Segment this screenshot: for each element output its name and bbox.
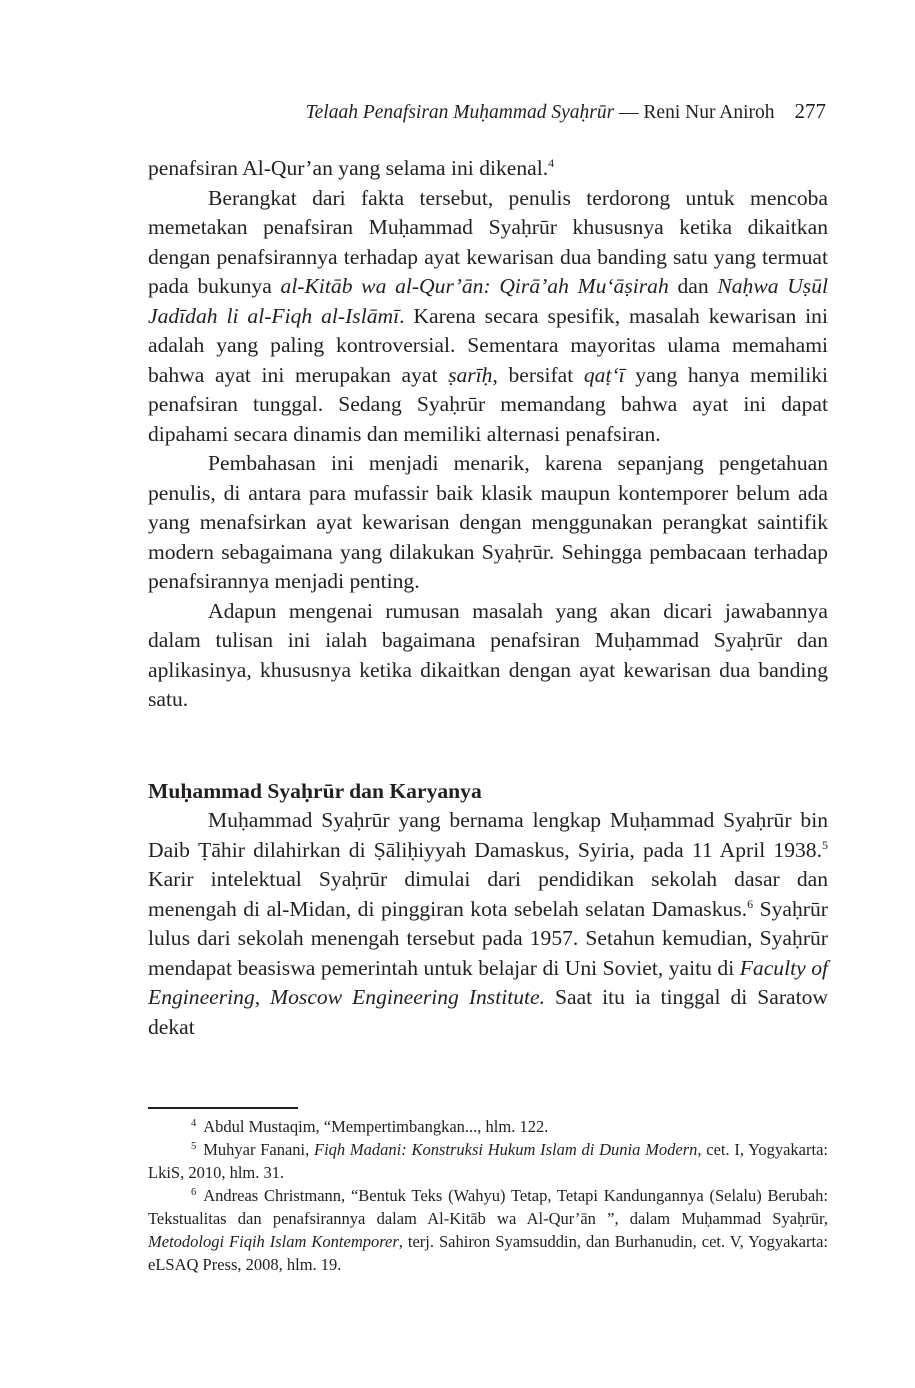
book-title-al-kitab: al-Kitāb wa al-Qur’ān: Qirā’ah Mu‘āṣirah [280, 274, 669, 298]
p5-text-a: Muḥammad Syaḥrūr yang bernama lengkap Muḥammad Syaḥrūr bin Daib Ṭāhir dilahirkan di Ṣāliḥiyyah Damaskus, Syiria, pada 11 April 1938. [148, 808, 828, 862]
p5-text-e: Saat itu ia tinggal di Saratow dekat [148, 985, 828, 1039]
footnote-text: Abdul Mustaqim, “Mempertimbangkan..., hlm. 122. [203, 1117, 549, 1136]
p2-text-c: dan [668, 274, 718, 298]
term-sarih: ṣarīḥ [448, 362, 493, 387]
page-number: 277 [794, 99, 826, 123]
paragraph-4: Adapun mengenai rumusan masalah yang akan dicari jawabannya dalam tulisan ini ialah bagaimana penafsiran Muḥammad Syaḥrūr dan aplikasinya, khususnya ketika dikaitkan dengan ayat kewarisan dua banding satu. [148, 598, 828, 711]
p2-text-i: yang hanya memiliki penafsiran tunggal. Sedang Syaḥrūr memandang bahwa ayat ini dapat dipahami secara dinamis dan memiliki alternasi penafsiran. [148, 362, 828, 446]
institution-name: Faculty of Engineering, Moscow Engineering Institute. [148, 955, 828, 1009]
footnote-divider [148, 1107, 298, 1109]
footnote-text: Andreas Christmann, “Bentuk Teks (Wahyu) Tetap, Tetapi Kandungannya (Selalu) Berubah: Tekstualitas dan penafsirannya dalam Al-Kitāb wa Al-Qur’ān ”, dalam Muḥammad Syaḥrūr, [148, 1186, 828, 1228]
footnote-6 [148, 1184, 828, 1276]
main-text [148, 154, 828, 1042]
p2-text-a: Berangkat dari fakta tersebut, penulis terdorong untuk mencoba memetakan penafsiran Muḥammad Syaḥrūr khususnya ketika dikaitkan dengan penafsirannya terhadap ayat kewarisan dua banding satu yang termuat pada bukunya [148, 185, 828, 298]
footnote-ref-6: 6 [747, 896, 754, 911]
footnote-text: , terj. Sahiron Syamsuddin, dan Burhanudin, cet. V, Yogyakarta: eLSAQ Press, 2008, hlm. 19. [148, 1232, 828, 1274]
paragraph-5 [148, 806, 828, 1042]
paragraph-2 [148, 184, 828, 450]
p2-text-g: , bersifat [492, 362, 584, 387]
running-header [306, 96, 826, 128]
footnote-book-title: Metodologi Fiqih Islam Kontemporer [148, 1232, 399, 1251]
paragraph-1 [148, 154, 828, 184]
paragraph-1-text: penafsiran Al-Qur’an yang selama ini dikenal. [148, 156, 549, 180]
paragraph-3: Pembahasan ini menjadi menarik, karena sepanjang pengetahuan penulis, di antara para mufassir baik klasik maupun kontemporer belum ada yang menafsirkan ayat kewarisan dengan menggunakan perangkat saintifik modern sebagaimana yang dilakukan Syaḥrūr. Sehingga pembacaan terhadap penafsirannya menjadi penting. [148, 451, 828, 593]
footnote-book-title: Fiqh Madani: Konstruksi Hukum Islam di Dunia Modern [314, 1140, 698, 1159]
book-title-nahwa: Naḥwa Uṣūl Jadīdah li al-Fiqh al-Islāmī [148, 274, 829, 328]
footnote-ref-5: 5 [822, 837, 828, 852]
footnote-number: 6 [191, 1187, 197, 1198]
footnote-ref-4: 4 [548, 156, 555, 170]
footnotes [148, 1107, 828, 1276]
header-title: Telaah Penafsiran Muḥammad Syaḥrūr [305, 102, 615, 123]
footnote-text: Muhyar Fanani, [203, 1140, 315, 1159]
footnote-4 [148, 1115, 828, 1138]
p5-text-c: Syaḥrūr lulus dari sekolah menengah tersebut pada 1957. Setahun kemudian, Syaḥrūr mendapat beasiswa pemerintah untuk belajar di Uni Soviet, yaitu di [148, 896, 828, 980]
p2-text-e: . Karena secara spesifik, masalah kewarisan ini adalah yang paling kontroversial. Sementara mayoritas ulama memahami bahwa ayat ini merupakan ayat [148, 303, 828, 387]
footnote-text: , cet. I, Yogyakarta: LkiS, 2010, hlm. 31. [148, 1140, 828, 1182]
header-author: — Reni Nur Aniroh [614, 102, 775, 123]
p5-text-b: Karir intelektual Syaḥrūr dimulai dari pendidikan sekolah dasar dan menengah di al-Midan, di pinggiran kota sebelah selatan Damaskus. [148, 867, 828, 921]
footnote-number: 5 [191, 1141, 197, 1152]
term-qati: qaṭ‘ī [583, 362, 625, 387]
footnote-number: 4 [191, 1118, 197, 1129]
footnote-5 [148, 1138, 828, 1184]
section-heading: Muḥammad Syaḥrūr dan Karyanya [148, 778, 482, 803]
